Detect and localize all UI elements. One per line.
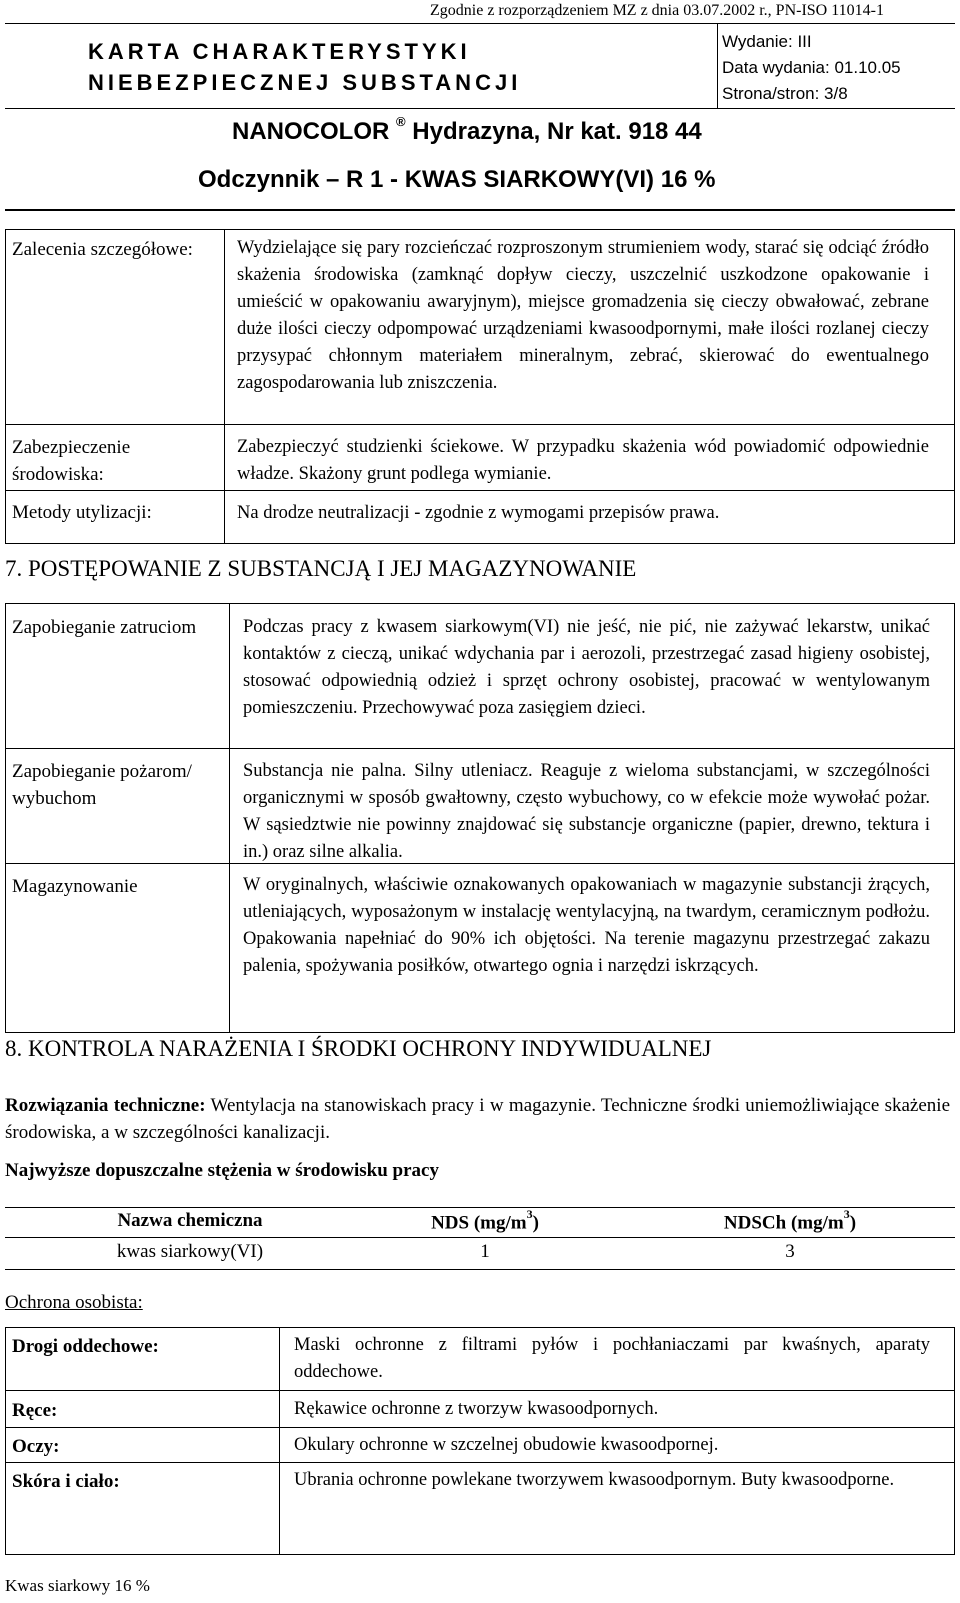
row-text: Substancja nie palna. Silny utleniacz. Reaguje z wieloma substancjami, w szczególności organicznymi w sposób gwałtowny, często wybuchowy, co w efekcie może wywołać pożar. W sąsiedztwie nie powinny znajdować się substancje organiczne (papier, drewno, tektura i in.) oraz silne alkalia. — [243, 761, 930, 862]
table-divider — [5, 1390, 955, 1391]
header-divider — [717, 23, 718, 109]
row-label: Zabezpieczenie środowiska: — [12, 437, 131, 485]
row-label: Zalecenia szczegółowe: — [12, 239, 193, 260]
table-divider — [5, 1427, 955, 1428]
row-text: Wydzielające się pary rozcieńczać rozproszonym strumieniem wody, starać się odciąć źródło skażenia środowiska (zamknąć dopływ cieczy, uszczelnić uszkodzone opakowanie i umieścić w opakowaniu awaryjnym), miejsce gromadzenia się cieczy obwałować, zebrane duże ilości cieczy odpompować urządzeniami kwasoodpornymi, małe ilości rozlanej cieczy przysypać chłonnym materiałem mineralnym, zebrać, skierować do ewentualnego zagospodarowania lub zniszczenia. — [237, 238, 929, 393]
row-text: Okulary ochronne w szczelnej obudowie kwasoodpornej. — [294, 1435, 719, 1455]
technical-label: Rozwiązania techniczne: — [5, 1095, 206, 1116]
table-cell: 3 — [785, 1241, 795, 1262]
header-text: NDS (mg/m — [431, 1212, 527, 1234]
table-divider — [5, 1237, 955, 1238]
personal-protection-heading: Ochrona osobista: — [5, 1292, 143, 1313]
table-header-cell: Nazwa chemiczna — [117, 1210, 263, 1231]
table-divider — [5, 748, 955, 749]
header-close: ) — [532, 1212, 539, 1234]
footer-product: Kwas siarkowy 16 % — [5, 1576, 150, 1595]
product-brand: NANOCOLOR — [232, 118, 390, 145]
section7-heading: 7. POSTĘPOWANIE Z SUBSTANCJĄ I JEJ MAGAZYNOWANIE — [5, 556, 637, 581]
row-text: Rękawice ochronne z tworzyw kwasoodpornych. — [294, 1399, 659, 1419]
row-label: Ręce: — [12, 1400, 58, 1421]
technical-text: Wentylacja na stanowiskach pracy i w magazynie. Techniczne środki uniemożliwiające skażenie środowiska, a w szczególności kanalizacji. — [5, 1095, 951, 1143]
row-label: Magazynowanie — [12, 876, 138, 897]
reagent-title: Odczynnik – R 1 - KWAS SIARKOWY(VI) 16 % — [198, 166, 716, 193]
issue-date: Data wydania: 01.10.05 — [722, 58, 901, 77]
registered-mark: ® — [396, 114, 406, 129]
limits-heading: Najwyższe dopuszczalne stężenia w środowisku pracy — [5, 1160, 439, 1181]
table-divider — [279, 1327, 280, 1555]
row-label: Drogi oddechowe: — [12, 1336, 159, 1357]
table-divider — [5, 424, 955, 425]
edition-info — [722, 29, 901, 107]
card-title-line: KARTA CHARAKTERYSTYKI — [88, 39, 471, 64]
row-label: Zapobieganie zatruciom — [12, 617, 197, 638]
row-text: W oryginalnych, właściwie oznakowanych opakowaniach w magazynie substancji żrących, utleniających, wyposażonym w instalację wentylacyjną, na twardym, ceramicznym podłożu. Opakowania napełniać do 90% ich objętości. Na terenie magazynu przestrzegać zakazu palenia, spożywania posiłków, otwartego ognia i narzędzi iskrzących. — [243, 875, 930, 976]
row-label: Zapobieganie pożarom/ wybuchom — [12, 761, 192, 809]
row-label: Oczy: — [12, 1436, 60, 1457]
row-text: Podczas pracy z kwasem siarkowym(VI) nie jeść, nie pić, nie zażywać lekarstw, unikać kontaktów z cieczą, unikać wdychania par i aerozoli, przestrzegać zasad higieny osobistej, stosować odpowiednią odzież i sprzęt ochrony osobistej, pracować w wentylowanym pomieszczeniu. Przechowywać poza zasięgiem dzieci. — [243, 617, 930, 718]
regulation-note: Zgodnie z rozporządzeniem MZ z dnia 03.07.2002 r., PN-ISO 11014-1 — [430, 2, 884, 19]
table-divider — [224, 229, 225, 544]
card-title — [88, 36, 521, 98]
row-label: Metody utylizacji: — [12, 502, 152, 523]
edition-number: Wydanie: III — [722, 32, 812, 51]
row-label: Skóra i ciało: — [12, 1471, 120, 1492]
card-title-line: NIEBEZPIECZNEJ SUBSTANCJI — [88, 70, 522, 95]
table-header-cell — [370, 1207, 600, 1234]
row-text: Na drodze neutralizacji - zgodnie z wymogami przepisów prawa. — [237, 503, 720, 523]
header-text: NDSCh (mg/m — [723, 1212, 844, 1234]
table-cell: 1 — [480, 1241, 490, 1262]
table-divider — [5, 1462, 955, 1463]
table-divider — [5, 490, 955, 491]
product-rest: Hydrazyna, Nr kat. 918 44 — [412, 118, 702, 145]
header-divider — [5, 108, 955, 109]
table-header-cell — [660, 1207, 920, 1234]
technical-measures — [5, 1092, 950, 1146]
table-divider — [229, 603, 230, 1033]
product-title — [232, 114, 702, 146]
row-text: Maski ochronne z filtrami pyłów i pochłaniaczami par kwaśnych, aparaty oddechowe. — [294, 1335, 930, 1382]
unit-exponent: 3 — [526, 1207, 533, 1221]
row-text: Zabezpieczyć studzienki ściekowe. W przypadku skażenia wód powiadomić odpowiednie władze. Skażony grunt podlega wymianie. — [237, 437, 929, 484]
header-close: ) — [849, 1212, 857, 1234]
row-text: Ubrania ochronne powlekane tworzywem kwasoodpornym. Buty kwasoodporne. — [294, 1470, 895, 1490]
section8-heading: 8. KONTROLA NARAŻENIA I ŚRODKI OCHRONY INDYWIDUALNEJ — [5, 1036, 712, 1061]
page-number: Strona/stron: 3/8 — [722, 84, 848, 103]
table-cell: kwas siarkowy(VI) — [116, 1241, 264, 1262]
unit-exponent: 3 — [843, 1207, 850, 1221]
